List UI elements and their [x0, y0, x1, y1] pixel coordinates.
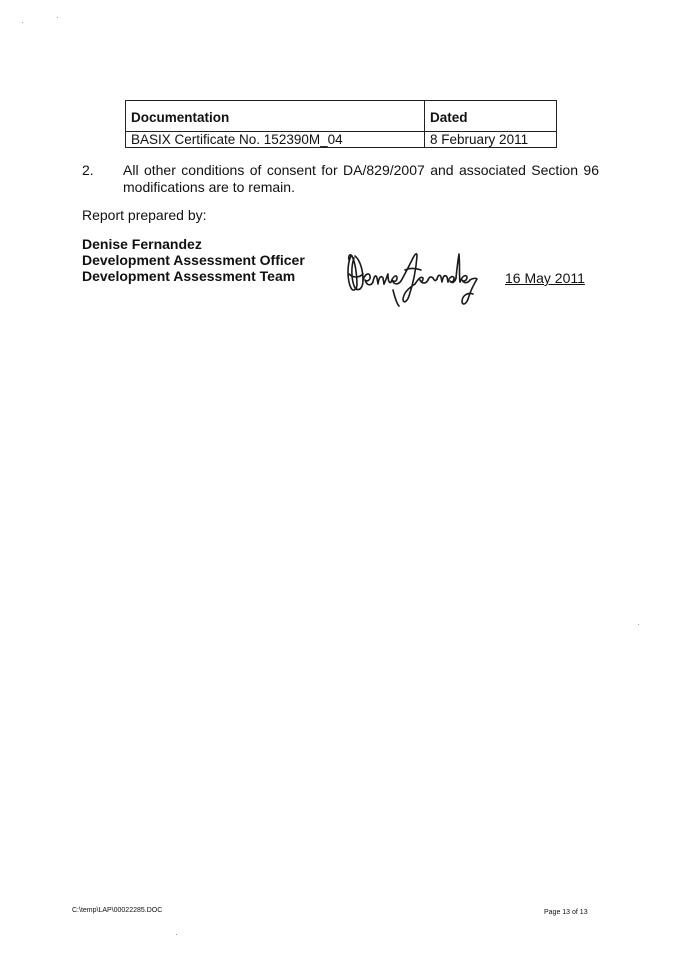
- condition-number: 2.: [82, 162, 94, 178]
- author-title: Development Assessment Officer: [82, 252, 305, 268]
- condition-text: All other conditions of consent for DA/829/2007 and associated Section 96 modifications are to remain.: [123, 162, 599, 195]
- scan-speck: [22, 22, 23, 23]
- table-cell: 8 February 2011: [425, 132, 557, 148]
- table-cell: BASIX Certificate No. 152390M_04: [126, 132, 425, 148]
- signature-date: 16 May 2011: [505, 270, 585, 286]
- author-block: [82, 236, 305, 284]
- footer-page-number: Page 13 of 13: [544, 909, 588, 916]
- prepared-by-label: Report prepared by:: [82, 207, 207, 223]
- author-name: Denise Fernandez: [82, 236, 202, 252]
- scan-speck: [176, 934, 177, 935]
- footer-file-path: C:\temp\LAP\00022285.DOC: [72, 907, 163, 914]
- scan-speck: [57, 17, 58, 18]
- scan-speck: [638, 624, 639, 625]
- table-row: [126, 132, 557, 148]
- table-header-row: [126, 101, 557, 132]
- table-header-cell: Documentation: [126, 101, 425, 132]
- author-team: Development Assessment Team: [82, 268, 296, 284]
- handwritten-signature: [343, 244, 483, 310]
- documentation-table: [125, 100, 557, 148]
- table-header-cell: Dated: [425, 101, 557, 132]
